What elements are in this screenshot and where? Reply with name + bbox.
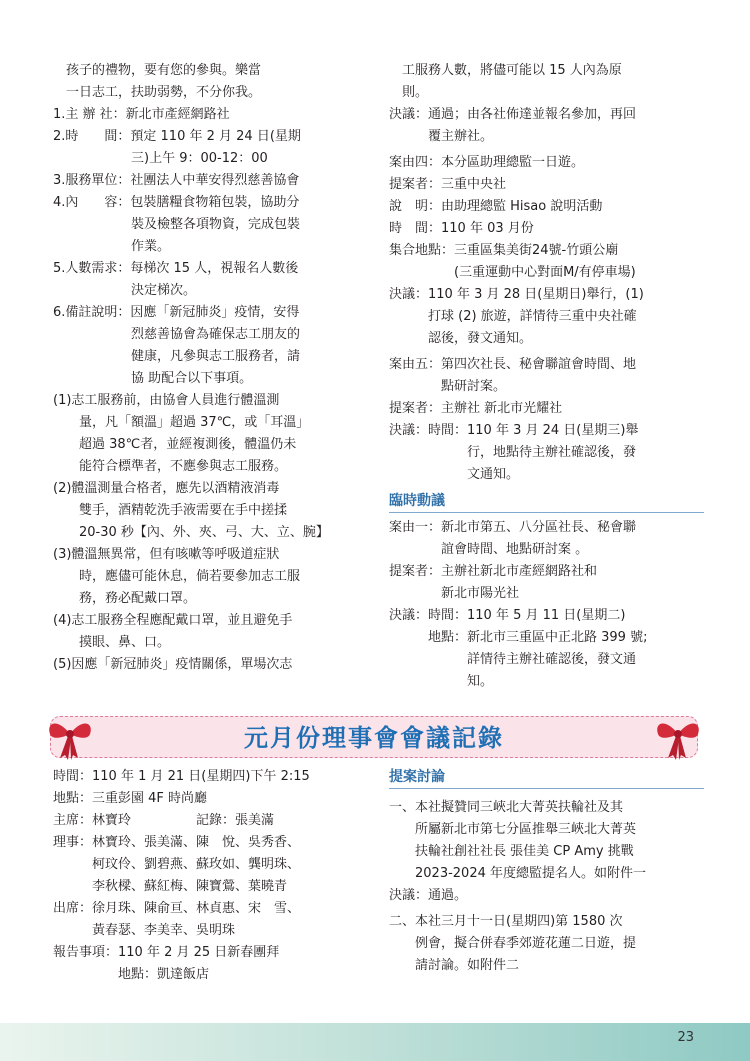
right-block-3 <box>389 354 704 486</box>
text-line: 行，地點待主辦社確認後，發 <box>389 445 637 460</box>
text-line: 一日志工，扶助弱勢，不分你我。 <box>53 85 262 100</box>
text-line: 一、本社擬贊同三峽北大菁英扶輪社及其 <box>389 800 624 815</box>
temp-motion-rule <box>389 512 704 513</box>
page-number: 23 <box>677 1030 694 1045</box>
text-line: 2023-2024 年度總監提名人。如附件一 <box>389 866 646 881</box>
proposal-2 <box>389 911 704 977</box>
text-line: 則。 <box>389 85 429 100</box>
text-line: 案由五：第四次社長、秘會聯誼會時間、地 <box>389 357 637 372</box>
text-line: 扶輪社創社社長 張佳美 CP Amy 挑戰 <box>389 844 634 859</box>
text-line: 地點：三重彭園 4F 時尚廳 <box>53 791 208 806</box>
text-line: 三)上午 9：00-12：00 <box>53 151 268 166</box>
text-line: 案由四：本分區助理總監一日遊。 <box>389 155 585 170</box>
text-line: 務，務必配戴口罩。 <box>53 591 197 606</box>
text-line: 點研討案。 <box>389 379 507 394</box>
text-line: 地點：凱達飯店 <box>53 967 210 982</box>
left-top-column <box>53 60 373 676</box>
ribbon-bow-left-icon <box>44 714 96 762</box>
proposal-1 <box>389 797 704 907</box>
left-bottom-column <box>53 766 383 986</box>
text-line: 決議：時間：110 年 3 月 24 日(星期三)舉 <box>389 423 639 438</box>
text-line: 認後，發文通知。 <box>389 331 533 346</box>
text-line: 地點：新北市三重區中正北路 399 號; <box>389 630 648 645</box>
text-line: (4)志工服務全程應配戴口罩，並且避免手 <box>53 613 293 628</box>
text-line: 5.人數需求：每梯次 15 人，視報名人數後 <box>53 261 299 276</box>
text-line: 黃春瑟、李美幸、吳明珠 <box>53 923 236 938</box>
left-top-lines <box>53 60 373 676</box>
text-line: (5)因應「新冠肺炎」疫情關係，單場次志 <box>53 657 293 672</box>
right-bottom-column <box>389 766 704 977</box>
text-line: 決議：110 年 3 月 28 日(星期日)舉行，(1) <box>389 287 644 302</box>
text-line: 工服務人數，將儘可能以 15 人內為原 <box>389 63 622 78</box>
text-line: 所屬新北市第七分區推舉三峽北大菁英 <box>389 822 637 837</box>
text-line: 雙手，酒精乾洗手液需要在手中搓揉 <box>53 503 288 518</box>
text-line: 烈慈善協會為確保志工朋友的 <box>53 327 301 342</box>
text-line: 量，凡「額溫」超過 37℃，或「耳溫」 <box>53 415 310 430</box>
text-line: 時 間：110 年 03 月份 <box>389 221 534 236</box>
text-line: 覆主辦社。 <box>389 129 494 144</box>
text-line: 打球 (2) 旅遊，詳情待三重中央社確 <box>389 309 637 324</box>
text-line: 主席：林寶玲 記錄：張美滿 <box>53 813 275 828</box>
text-line: 摸眼、鼻、口。 <box>53 635 171 650</box>
text-line: 請討論。如附件二 <box>389 958 520 973</box>
text-line: 2.時 間：預定 110 年 2 月 24 日(星期 <box>53 129 301 144</box>
text-line: 孩子的禮物，要有您的參與。樂當 <box>53 63 262 78</box>
text-line: 柯玟伶、劉碧燕、蘇玫如、龔明珠、 <box>53 857 301 872</box>
meeting-record-banner <box>50 716 698 758</box>
right-block-4 <box>389 517 704 693</box>
text-line: 4.內 容：包裝膳糧食物箱包裝，協助分 <box>53 195 300 210</box>
right-block-2 <box>389 152 704 350</box>
text-line: 新北市陽光社 <box>389 586 520 601</box>
proposal-discussion-rule <box>389 788 704 789</box>
text-line: 提案者：主辦社新北市產經網路社和 <box>389 564 598 579</box>
footer-band <box>0 1023 750 1061</box>
text-line: (2)體溫測量合格者，應先以酒精液消毒 <box>53 481 280 496</box>
text-line: 1.主 辦 社：新北市產經網路社 <box>53 107 230 122</box>
text-line: 說 明：由助理總監 Hisao 說明活動 <box>389 199 603 214</box>
text-line: 報告事項：110 年 2 月 25 日新春團拜 <box>53 945 280 960</box>
text-line: 提案者：三重中央社 <box>389 177 507 192</box>
text-line: 決定梯次。 <box>53 283 197 298</box>
text-line: 誼會時間、地點研討案 。 <box>389 542 589 557</box>
text-line: 出席：徐月珠、陳俞亘、林貞惠、宋 雪、 <box>53 901 301 916</box>
text-line: 超過 38℃者，並經複測後，體溫仍未 <box>53 437 297 452</box>
right-block-1 <box>389 60 704 148</box>
proposal-discussion-heading: 提案討論 <box>389 769 445 785</box>
text-line: 案由一：新北市第五、八分區社長、秘會聯 <box>389 520 637 535</box>
text-line: 決議：通過。 <box>389 888 468 903</box>
banner-title: 元月份理事會會議記錄 <box>244 724 504 752</box>
text-line: 6.備註說明：因應「新冠肺炎」疫情，安得 <box>53 305 300 320</box>
text-line: 詳情待主辦社確認後，發文通 <box>389 652 637 667</box>
text-line: (1)志工服務前，由協會人員進行體溫測 <box>53 393 280 408</box>
text-line: 時間：110 年 1 月 21 日(星期四)下午 2:15 <box>53 769 310 784</box>
text-line: 能符合標準者，不應參與志工服務。 <box>53 459 288 474</box>
text-line: 理事：林寶玲、張美滿、陳 悅、吳秀香、 <box>53 835 301 850</box>
ribbon-bow-right-icon <box>652 714 704 762</box>
text-line: 健康，凡參與志工服務者，請 <box>53 349 301 364</box>
text-line: 20-30 秒【內、外、夾、弓、大、立、腕】 <box>53 525 329 540</box>
text-line: 協 助配合以下事項。 <box>53 371 253 386</box>
text-line: 作業。 <box>53 239 171 254</box>
text-line: 決議：通過；由各社佈達並報名參加，再回 <box>389 107 637 122</box>
right-top-column <box>389 60 704 693</box>
text-line: 文通知。 <box>389 467 520 482</box>
meeting-info-lines <box>53 766 383 986</box>
text-line: 例會，擬合併春季郊遊花蓮二日遊，提 <box>389 936 637 951</box>
text-line: 李秋樑、蘇紅梅、陳寶鶯、葉曉青 <box>53 879 288 894</box>
text-line: 提案者：主辦社 新北市光耀社 <box>389 401 563 416</box>
text-line: 時，應儘可能休息，倘若要參加志工服 <box>53 569 301 584</box>
text-line: 知。 <box>389 674 494 689</box>
text-line: 決議：時間：110 年 5 月 11 日(星期二) <box>389 608 626 623</box>
temp-motion-heading: 臨時動議 <box>389 493 445 509</box>
text-line: 裝及檢整各項物資，完成包裝 <box>53 217 301 232</box>
text-line: (三重運動中心對面M/有停車場) <box>389 265 636 280</box>
text-line: 集合地點：三重區集美街24號-竹頭公廟 <box>389 243 619 258</box>
text-line: (3)體溫無異常，但有咳嗽等呼吸道症狀 <box>53 547 280 562</box>
text-line: 3.服務單位：社團法人中華安得烈慈善協會 <box>53 173 300 188</box>
text-line: 二、本社三月十一日(星期四)第 1580 次 <box>389 914 623 929</box>
